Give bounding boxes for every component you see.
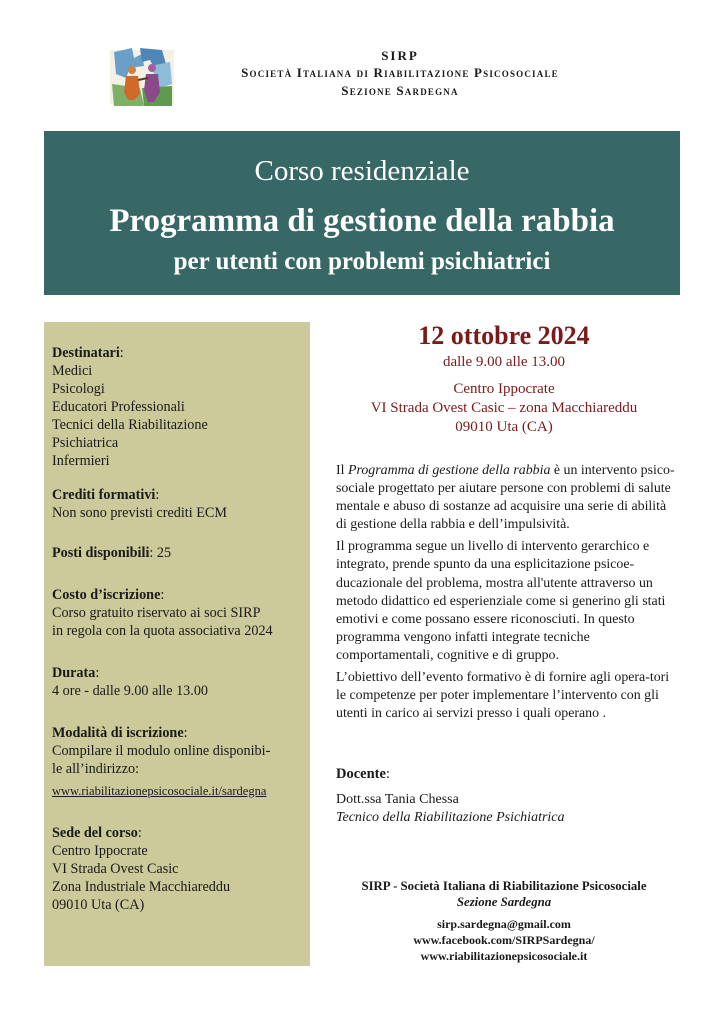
footer-section: Sezione Sardegna <box>456 895 552 909</box>
footer-facebook[interactable]: www.facebook.com/SIRPSardegna/ <box>413 933 595 947</box>
org-full-name: Società Italiana di Riabilitazione Psicosociale <box>241 65 559 80</box>
program-name: Programma di gestione della rabbia <box>347 463 551 478</box>
sirp-logo <box>110 44 174 108</box>
teacher-label: Docente <box>336 766 386 782</box>
venue-line: Centro Ippocrate <box>453 381 555 397</box>
modalita-label: Modalità di iscrizione <box>52 725 184 741</box>
event-date-block <box>318 320 690 437</box>
sede-section: Sede del corso: Centro Ippocrate VI Strada Ovest Casic Zona Industriale Macchiareddu 09010 Uta (CA) <box>52 824 310 914</box>
description-paragraph: L’obiettivo dell’evento formativo è di fornire agli opera-tori le competenze per poter implementare l’intervento con gli utenti in carico ai servizi presso i quali operano . <box>336 670 670 722</box>
costo-section: Costo d’iscrizione: Corso gratuito riservato ai soci SIRP in regola con la quota associativa 2024 <box>52 586 310 640</box>
course-type: Corso residenziale <box>254 155 470 187</box>
posti-label: Posti disponibili <box>52 545 150 561</box>
event-date: 12 ottobre 2024 <box>418 321 590 350</box>
sede-line: Zona Industriale Macchiareddu <box>52 879 231 895</box>
modalita-line: le all’indirizzo: <box>52 761 140 777</box>
posti-value: 25 <box>156 545 172 561</box>
course-subtitle: per utenti con problemi psichiatrici <box>173 248 551 275</box>
footer-email[interactable]: sirp.sardegna@gmail.com <box>437 917 571 931</box>
costo-line: in regola con la quota associativa 2024 <box>52 623 273 639</box>
sede-line: VI Strada Ovest Casic <box>52 861 179 877</box>
destinatari-item: Medici <box>52 363 93 379</box>
title-banner <box>44 131 680 295</box>
destinatari-item: Infermieri <box>52 453 110 469</box>
posti-section: Posti disponibili: 25 <box>52 545 172 561</box>
footer-website[interactable]: www.riabilitazionepsicosociale.it <box>420 949 588 963</box>
description-paragraph <box>336 462 676 534</box>
modalita-line: Compilare il modulo online disponibi- <box>52 743 271 759</box>
teacher-name: Dott.ssa Tania Chessa <box>336 792 459 807</box>
venue-line: VI Strada Ovest Casic – zona Macchiareddu <box>370 400 638 416</box>
course-title: Programma di gestione della rabbia <box>109 203 615 239</box>
sede-line: 09010 Uta (CA) <box>52 897 145 913</box>
destinatari-item: Psichiatrica <box>52 435 119 451</box>
modalita-section: Modalità di iscrizione: Compilare il modulo online disponibi- le all’indirizzo: www.riabilitazionepsicosociale.it/sardegna <box>52 724 310 800</box>
durata-text: 4 ore - dalle 9.00 alle 13.00 <box>52 683 209 699</box>
sede-line: Centro Ippocrate <box>52 843 148 859</box>
destinatari-item: Psicologi <box>52 381 105 397</box>
org-header <box>180 48 620 100</box>
org-section: Sezione Sardegna <box>341 83 459 98</box>
teacher-role: Tecnico della Riabilitazione Psichiatrica <box>336 810 565 825</box>
event-time: dalle 9.00 alle 13.00 <box>442 354 566 370</box>
info-sidebar <box>44 322 310 966</box>
description-text: è un intervento psico-sociale progettato per aiutare persone con problemi di salute mentale e abuso di sostanze ad acquisire una serie di abilità di gestione della rabbia e dell’impulsività. <box>336 463 675 533</box>
footer-org: SIRP - Società Italiana di Riabilitazione Psicosociale <box>361 879 647 893</box>
destinatari-section: Destinatari: Medici Psicologi Educatori Professionali Tecnici della Riabilitazione Psichiatrica Infermieri <box>52 344 310 470</box>
crediti-text: Non sono previsti crediti ECM <box>52 505 227 521</box>
destinatari-label: Destinatari <box>52 345 120 361</box>
durata-label: Durata <box>52 665 96 681</box>
crediti-section: Crediti formativi: Non sono previsti crediti ECM <box>52 486 310 522</box>
description-paragraph: Il programma segue un livello di intervento gerarchico e integrato, prende spunto da una esplicitazione psicoe-ducazionale del problema, mostra all'utente attraverso un metodo didattico ed esperienziale come si generino gli stati emotivi e come possano essere riconosciuti. In questo programma vengono infatti integrate tecniche comportamentali, cognitive e di gruppo. <box>336 539 666 663</box>
contact-footer <box>318 878 690 964</box>
costo-line: Corso gratuito riservato ai soci SIRP <box>52 605 261 621</box>
crediti-label: Crediti formativi <box>52 487 156 503</box>
durata-section: Durata: 4 ore - dalle 9.00 alle 13.00 <box>52 664 310 700</box>
description-text: Il <box>336 463 348 478</box>
sede-label: Sede del corso <box>52 825 138 841</box>
course-description <box>336 462 676 727</box>
venue-line: 09010 Uta (CA) <box>455 419 553 435</box>
destinatari-item: Tecnici della Riabilitazione <box>52 417 208 433</box>
costo-label: Costo d’iscrizione <box>52 587 161 603</box>
registration-link[interactable]: www.riabilitazionepsicosociale.it/sardegna <box>52 784 267 798</box>
destinatari-item: Educatori Professionali <box>52 399 185 415</box>
teacher-block: Docente: Dott.ssa Tania Chessa Tecnico della Riabilitazione Psichiatrica <box>336 765 676 827</box>
org-short-name: SIRP <box>381 48 419 63</box>
